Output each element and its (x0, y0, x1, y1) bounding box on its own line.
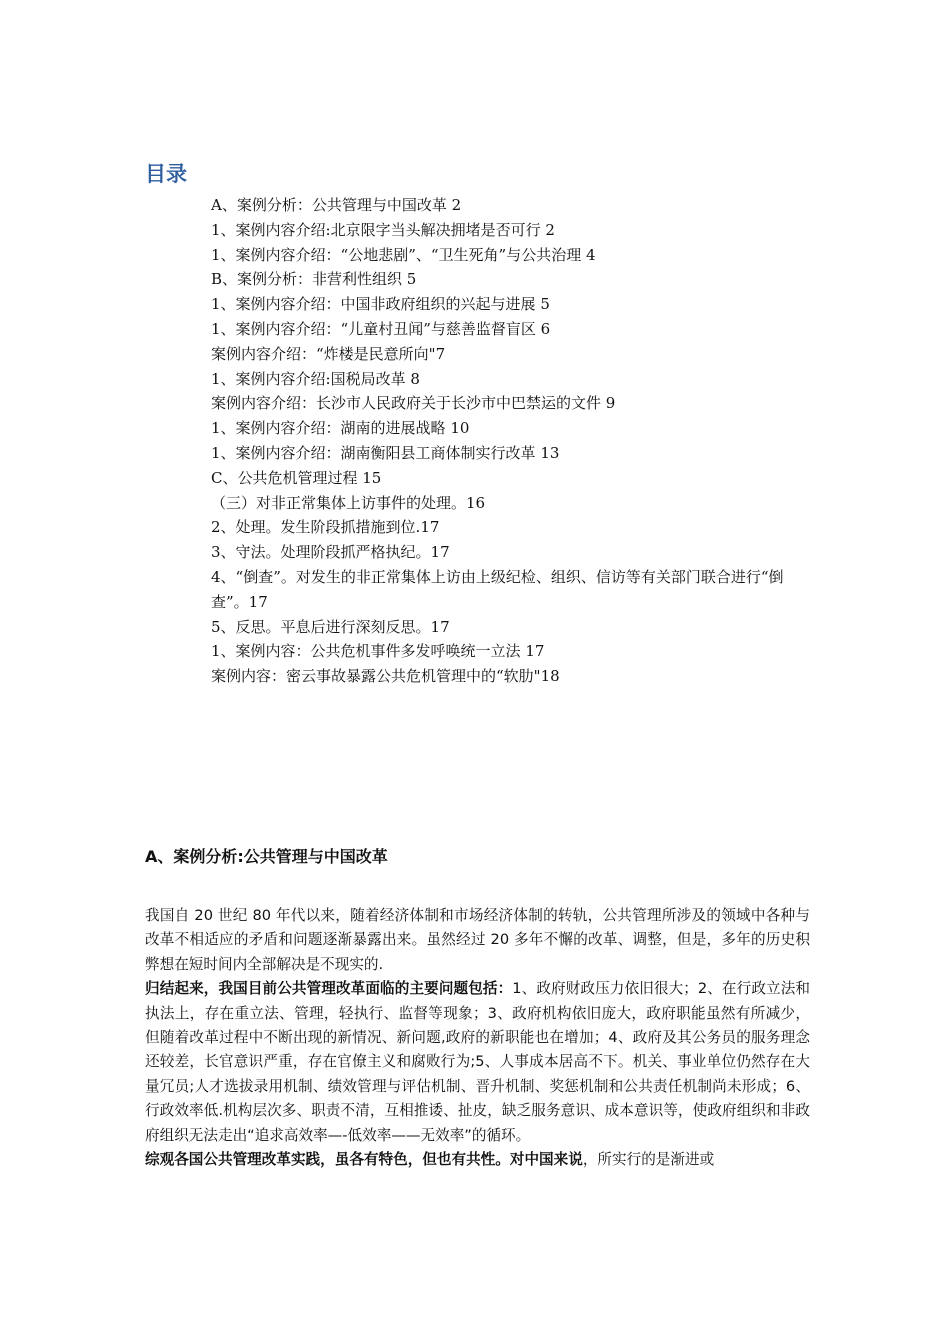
table-of-contents (211, 193, 811, 689)
toc-item[interactable]: 1、案例内容介绍:国税局改革 8 (211, 369, 420, 388)
body-paragraph (145, 1148, 810, 1172)
toc-item[interactable]: 5、反思。平息后进行深刻反思。17 (211, 617, 450, 636)
toc-item[interactable]: 案例内容介绍：长沙市人民政府关于长沙市中巴禁运的文件 9 (211, 394, 616, 413)
paragraph-text: 1、政府财政压力依旧很大；2、在行政立法和执法上，存在重立法、管理，轻执行、监督等现象；3、政府机构依旧庞大，政府职能虽然有所减少，但随着改革过程中不断出现的新情况、新问题,政府的新职能也在增加；4、政府及其公务员的服务理念还较差，长官意识严重，存在官僚主义和腐败行为;5、人事成本居高不下。机关、事业单位仍然存在大量冗员;人才选拔录用机制、绩效管理与评估机制、晋升机制、奖惩机制和公共责任机制尚未形成；6、行政效率低.机构层次多、职责不清，互相推诿、扯皮，缺乏服务意识、成本意识等，使政府组织和非政府组织无法走出“追求高效率—-低效率——无效率”的循环。 (145, 980, 810, 1144)
toc-item[interactable]: A、案例分析：公共管理与中国改革 2 (211, 196, 462, 214)
toc-item[interactable]: 1、案例内容介绍：“公地悲剧”、“卫生死角”与公共治理 4 (211, 245, 596, 264)
paragraph-lead-bold: 综观各国公共管理改革实践，虽各有特色，但也有共性。对中国来说 (145, 1151, 583, 1169)
toc-item[interactable]: 案例内容介绍：“炸楼是民意所向"7 (211, 344, 446, 363)
paragraph-text: ，所实行的是渐进或 (582, 1151, 715, 1169)
body-paragraph: 我国自 20 世纪 80 年代以来，随着经济体制和市场经济体制的转轨，公共管理所涉及的领域中各种与改革不相适应的矛盾和问题逐渐暴露出来。虽然经过 20 多年不懈的改革、调整，但是，多年的历史积弊想在短时间内全部解决是不现实的. (145, 907, 810, 973)
toc-item[interactable]: 1、案例内容介绍：湖南的进展战略 10 (211, 419, 470, 438)
paragraph-lead-bold: 归结起来，我国目前公共管理改革面临的主要问题包括： (145, 980, 513, 998)
toc-item[interactable]: 1、案例内容：公共危机事件多发呼唤统一立法 17 (211, 642, 545, 661)
section-body (145, 904, 810, 1172)
toc-item[interactable]: 4、“倒查”。对发生的非正常集体上访由上级纪检、组织、信访等有关部门联合进行“倒查”。17 (211, 567, 784, 611)
section-heading: A、案例分析:公共管理与中国改革 (145, 847, 388, 866)
toc-item[interactable]: （三）对非正常集体上访事件的处理。16 (211, 493, 486, 512)
body-paragraph (145, 977, 810, 1148)
toc-item[interactable]: C、公共危机管理过程 15 (211, 468, 382, 487)
toc-item[interactable]: 3、守法。处理阶段抓严格执纪。17 (211, 543, 450, 562)
toc-item[interactable]: B、案例分析：非营利性组织 5 (211, 270, 417, 289)
toc-item[interactable]: 1、案例内容介绍:北京限字当头解决拥堵是否可行 2 (211, 220, 555, 239)
toc-title: 目录 (145, 162, 187, 186)
toc-item[interactable]: 1、案例内容介绍：中国非政府组织的兴起与进展 5 (211, 295, 550, 314)
toc-item[interactable]: 案例内容：密云事故暴露公共危机管理中的“软肋"18 (211, 667, 560, 686)
toc-item[interactable]: 2、处理。发生阶段抓措施到位.17 (211, 518, 440, 537)
toc-item[interactable]: 1、案例内容介绍：湖南衡阳县工商体制实行改革 13 (211, 443, 560, 462)
toc-item[interactable]: 1、案例内容介绍：“儿童村丑闻”与慈善监督盲区 6 (211, 319, 551, 338)
